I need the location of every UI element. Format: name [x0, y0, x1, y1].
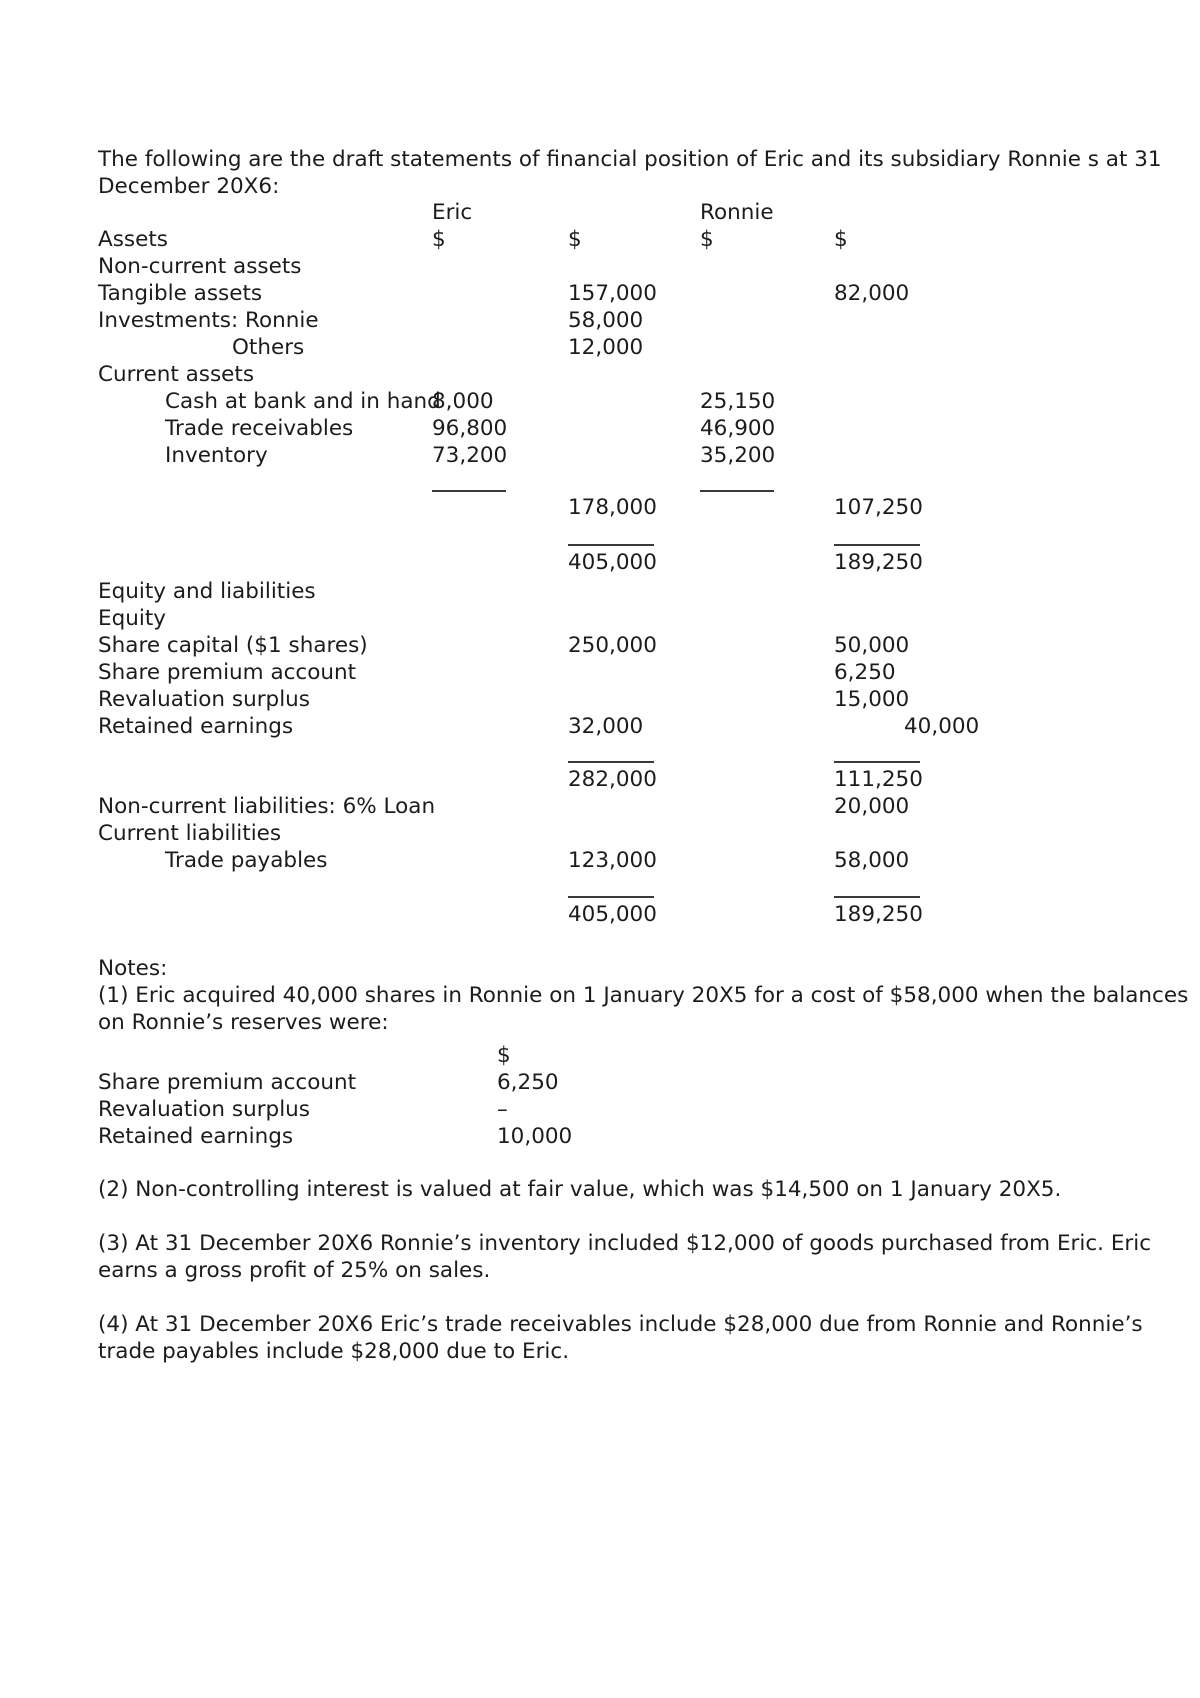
inventory-ronnie: 35,200	[700, 443, 776, 468]
retained-earnings-eric: 32,000	[568, 714, 644, 739]
note-3-line-2: earns a gross profit of 25% on sales.	[98, 1258, 491, 1283]
share-capital-label: Share capital ($1 shares)	[98, 633, 368, 658]
receivables-label: Trade receivables	[165, 416, 354, 441]
eric-dollar-2: $	[568, 227, 582, 252]
share-capital-ronnie: 50,000	[834, 633, 910, 658]
ronnie-header: Ronnie	[700, 200, 774, 225]
divider-rule	[834, 544, 920, 546]
assets-heading: Assets	[98, 227, 168, 252]
receivables-eric: 96,800	[432, 416, 508, 441]
current-liabilities-heading: Current liabilities	[98, 821, 282, 846]
divider-rule	[700, 490, 774, 492]
reserves-share-premium-label: Share premium account	[98, 1070, 357, 1095]
trade-payables-ronnie: 58,000	[834, 848, 910, 873]
current-assets-heading: Current assets	[98, 362, 255, 387]
loan-ronnie: 20,000	[834, 794, 910, 819]
tangible-assets-eric: 157,000	[568, 281, 657, 306]
intro-line-1: The following are the draft statements of financial position of Eric and its subsidiary Ronnie s at 31	[98, 147, 1162, 172]
divider-rule	[834, 761, 920, 763]
revaluation-label: Revaluation surplus	[98, 687, 311, 712]
note-4-line-2: trade payables include $28,000 due to Eric.	[98, 1339, 570, 1364]
reserves-share-premium-value: 6,250	[497, 1070, 559, 1095]
reserves-dollar: $	[497, 1043, 511, 1068]
receivables-ronnie: 46,900	[700, 416, 776, 441]
tangible-assets-label: Tangible assets	[98, 281, 263, 306]
revaluation-ronnie: 15,000	[834, 687, 910, 712]
cash-eric: 8,000	[432, 389, 494, 414]
total-equity-liabilities-ronnie: 189,250	[834, 902, 923, 927]
total-equity-liabilities-eric: 405,000	[568, 902, 657, 927]
note-4-line-1: (4) At 31 December 20X6 Eric’s trade receivables include $28,000 due from Ronnie and Ronnie’s	[98, 1312, 1143, 1337]
eric-dollar-1: $	[432, 227, 446, 252]
notes-heading: Notes:	[98, 956, 168, 981]
trade-payables-eric: 123,000	[568, 848, 657, 873]
share-premium-label: Share premium account	[98, 660, 357, 685]
cash-label: Cash at bank and in hand	[165, 389, 441, 414]
reserves-retained-value: 10,000	[497, 1124, 573, 1149]
loan-label: Non-current liabilities: 6% Loan	[98, 794, 436, 819]
equity-subtotal-eric: 282,000	[568, 767, 657, 792]
investments-others-eric: 12,000	[568, 335, 644, 360]
note-3-line-1: (3) At 31 December 20X6 Ronnie’s inventory included $12,000 of goods purchased from Eric. Eric	[98, 1231, 1152, 1256]
equity-heading: Equity	[98, 606, 166, 631]
divider-rule	[568, 761, 654, 763]
equity-liabilities-heading: Equity and liabilities	[98, 579, 316, 604]
current-assets-total-eric: 178,000	[568, 495, 657, 520]
reserves-revaluation-value: –	[497, 1097, 508, 1122]
note-1-line-1: (1) Eric acquired 40,000 shares in Ronnie on 1 January 20X5 for a cost of $58,000 when the balances	[98, 983, 1189, 1008]
investments-others-label: Others	[232, 335, 305, 360]
divider-rule	[568, 896, 654, 898]
equity-subtotal-ronnie: 111,250	[834, 767, 923, 792]
total-assets-ronnie: 189,250	[834, 550, 923, 575]
total-assets-eric: 405,000	[568, 550, 657, 575]
eric-header: Eric	[432, 200, 473, 225]
inventory-label: Inventory	[165, 443, 268, 468]
share-premium-ronnie: 6,250	[834, 660, 896, 685]
ronnie-dollar-1: $	[700, 227, 714, 252]
divider-rule	[834, 896, 920, 898]
retained-earnings-ronnie: 40,000	[904, 714, 980, 739]
ronnie-dollar-2: $	[834, 227, 848, 252]
reserves-revaluation-label: Revaluation surplus	[98, 1097, 311, 1122]
divider-rule	[568, 544, 654, 546]
divider-rule	[432, 490, 506, 492]
investments-ronnie-label: Investments: Ronnie	[98, 308, 319, 333]
retained-earnings-label: Retained earnings	[98, 714, 294, 739]
share-capital-eric: 250,000	[568, 633, 657, 658]
tangible-assets-ronnie: 82,000	[834, 281, 910, 306]
noncurrent-assets-heading: Non-current assets	[98, 254, 302, 279]
reserves-retained-label: Retained earnings	[98, 1124, 294, 1149]
note-2: (2) Non-controlling interest is valued at fair value, which was $14,500 on 1 January 20X5.	[98, 1177, 1062, 1202]
current-assets-total-ronnie: 107,250	[834, 495, 923, 520]
cash-ronnie: 25,150	[700, 389, 776, 414]
intro-line-2: December 20X6:	[98, 174, 280, 199]
trade-payables-label: Trade payables	[165, 848, 328, 873]
note-1-line-2: on Ronnie’s reserves were:	[98, 1010, 389, 1035]
investments-ronnie-eric: 58,000	[568, 308, 644, 333]
inventory-eric: 73,200	[432, 443, 508, 468]
